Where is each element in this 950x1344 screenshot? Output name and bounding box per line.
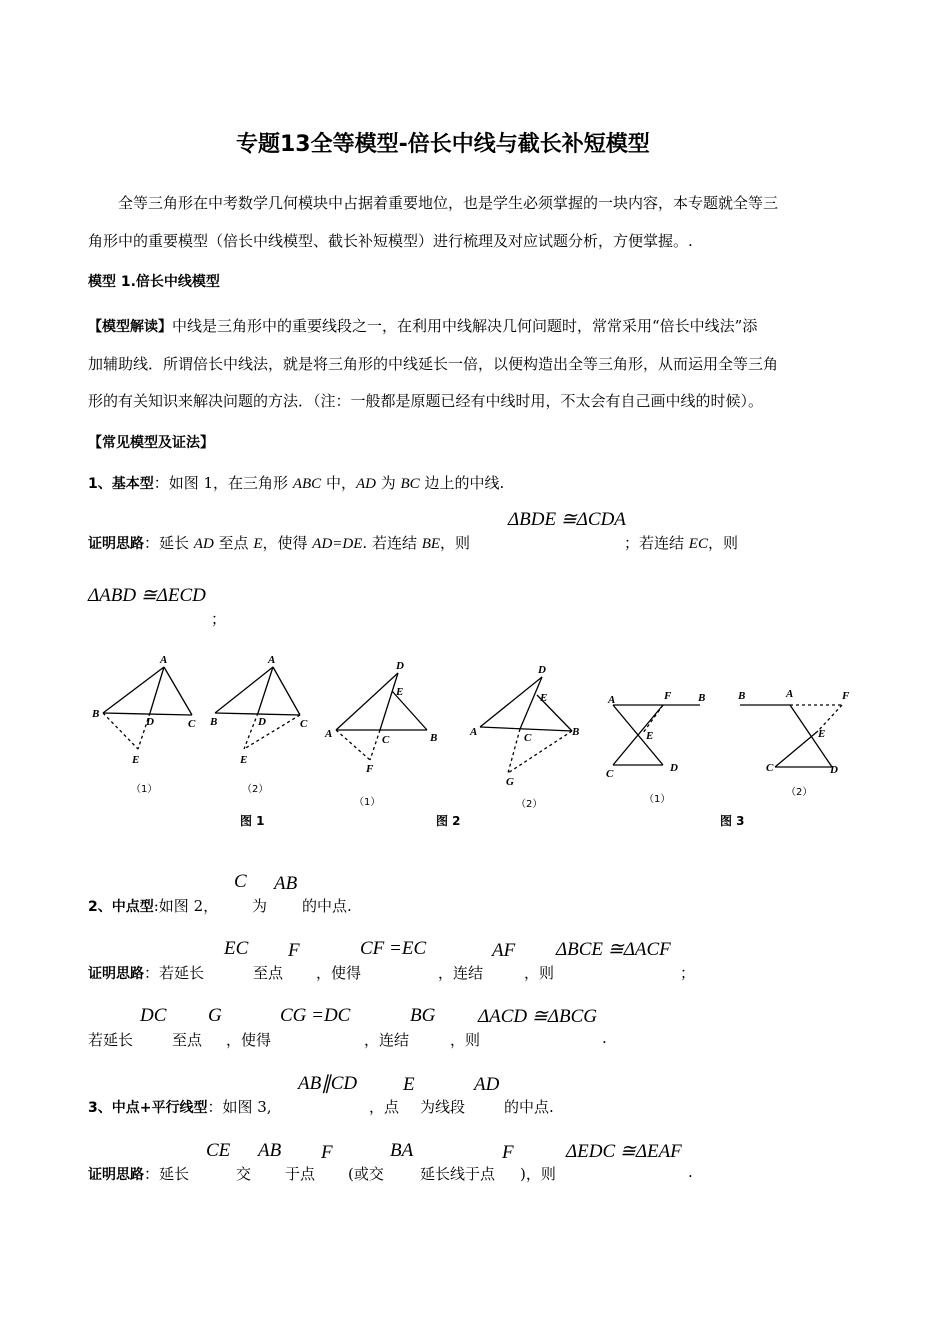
svg-text:B: B: [738, 690, 746, 702]
figure-3-1: [613, 705, 700, 765]
type3-proof-label: 证明思路: [88, 1167, 144, 1183]
page-title: 专题13全等模型-倍长中线与截长补短模型: [236, 132, 650, 157]
figure-2-1: [336, 673, 427, 760]
formula-acd-bcg: ΔACD ≅ΔBCG: [478, 1006, 597, 1027]
svg-text:D: D: [830, 764, 838, 776]
svg-text:E: E: [540, 692, 548, 704]
svg-text:B: B: [92, 708, 100, 720]
svg-text:C: C: [300, 718, 308, 730]
intro-line-1: 全等三角形在中考数学几何模块中占据着重要地位，也是学生必须掌握的一块内容，本专题就全等三: [118, 194, 779, 212]
svg-text:E: E: [240, 754, 248, 766]
svg-text:D: D: [538, 664, 546, 676]
type1-statement: 1、基本型：如图 1，在三角形 ABC 中，AD 为 BC 边上的中线.: [88, 474, 505, 492]
svg-text:D: D: [396, 660, 404, 672]
svg-text:C: C: [606, 768, 614, 780]
svg-text:E: E: [646, 730, 654, 742]
svg-text:E: E: [132, 754, 140, 766]
model1-reading-line-2: 加辅助线．所谓倍长中线法，就是将三角形的中线延长一倍，以便构造出全等三角形，从而运用全等三角: [88, 355, 779, 373]
type2-statement: 2、中点型:如图 2，: [88, 897, 219, 915]
figure-3-caption: 图 3: [720, 814, 745, 828]
fig1-sub1-caption: （1）: [131, 784, 158, 795]
svg-text:F: F: [366, 763, 374, 775]
figure-strip: [80, 645, 880, 845]
fig3-sub2-caption: （2）: [786, 787, 813, 798]
svg-text:F: F: [842, 690, 850, 702]
figure-1-1: [103, 667, 192, 749]
svg-text:D: D: [258, 716, 266, 728]
model1-heading: 模型 1.倍长中线模型: [88, 274, 220, 290]
math-ab: AB: [274, 873, 298, 894]
svg-text:A: A: [786, 688, 794, 700]
common-models-label: 【常见模型及证法】: [88, 435, 214, 451]
svg-text:A: A: [608, 694, 616, 706]
svg-text:A: A: [325, 728, 333, 740]
type1-proof: 证明思路：延长 AD 至点 E，使得 AD=DE. 若连结 BE，则: [88, 534, 471, 552]
svg-text:E: E: [396, 686, 404, 698]
svg-text:C: C: [766, 762, 774, 774]
fig2-sub1-caption: （1）: [354, 797, 381, 808]
type3-label: 3、中点+平行线型: [88, 1100, 208, 1116]
type3-proof: 证明思路：延长: [88, 1165, 190, 1183]
svg-text:C: C: [382, 734, 390, 746]
formula-bde-cda: ΔBDE ≅ΔCDA: [508, 509, 626, 530]
fig3-sub1-caption: （1）: [644, 794, 671, 805]
intro-line-2: 角形中的重要模型（倍长中线模型、截长补短模型）进行梳理及对应试题分析，方便掌握。.: [88, 232, 693, 250]
svg-text:F: F: [664, 690, 672, 702]
model-reading-label: 【模型解读】: [88, 319, 172, 335]
svg-text:B: B: [430, 732, 438, 744]
model1-reading-line-3: 形的有关知识来解决问题的方法．（注：一般都是原题已经有中线时用，不太会有自己画中线的时候）。: [88, 392, 764, 410]
model1-reading-line-1: [88, 315, 757, 336]
fig1-sub2-caption: （2）: [242, 784, 269, 795]
figure-2-caption: 图 2: [436, 814, 461, 828]
svg-text:A: A: [268, 654, 276, 666]
model-reading-text: 中线是三角形中的重要线段之一，在利用中线解决几何问题时，常常采用“倍长中线法”添: [172, 317, 758, 335]
svg-text:D: D: [146, 716, 154, 728]
svg-text:B: B: [210, 716, 218, 728]
type2-label: 2、中点型: [88, 899, 154, 915]
formula-edc-eaf: ΔEDC ≅ΔEAF: [566, 1141, 682, 1162]
formula-ab-parallel-cd: AB∥CD: [298, 1073, 358, 1094]
type1-label: 1、基本型: [88, 476, 154, 492]
formula-abd-ecd: ΔABD ≅ΔECD: [88, 585, 206, 606]
math-c: C: [234, 871, 247, 892]
formula-bce-acf: ΔBCE ≅ΔACF: [556, 939, 671, 960]
figure-1-caption: 图 1: [240, 814, 265, 828]
svg-text:A: A: [160, 654, 168, 666]
type3-statement: 3、中点+平行线型：如图 3,: [88, 1098, 272, 1116]
svg-text:C: C: [188, 718, 196, 730]
type1-proof-label: 证明思路: [88, 536, 144, 552]
type1-semicolon: ；: [211, 610, 227, 628]
svg-text:D: D: [670, 762, 678, 774]
figure-1-2: [215, 667, 300, 749]
figure-2-2: [480, 677, 572, 773]
type2-proof-label: 证明思路: [88, 966, 144, 982]
type1-proof-tail: ；若连结 EC，则: [624, 534, 738, 552]
svg-text:B: B: [698, 692, 706, 704]
fig2-sub2-caption: （2）: [516, 799, 543, 810]
svg-text:E: E: [818, 728, 826, 740]
svg-text:A: A: [470, 726, 478, 738]
svg-text:B: B: [572, 726, 580, 738]
figure-3-2: [740, 705, 842, 767]
svg-text:G: G: [506, 776, 514, 788]
type2-proof: 证明思路：若延长: [88, 964, 205, 982]
svg-text:C: C: [524, 732, 532, 744]
